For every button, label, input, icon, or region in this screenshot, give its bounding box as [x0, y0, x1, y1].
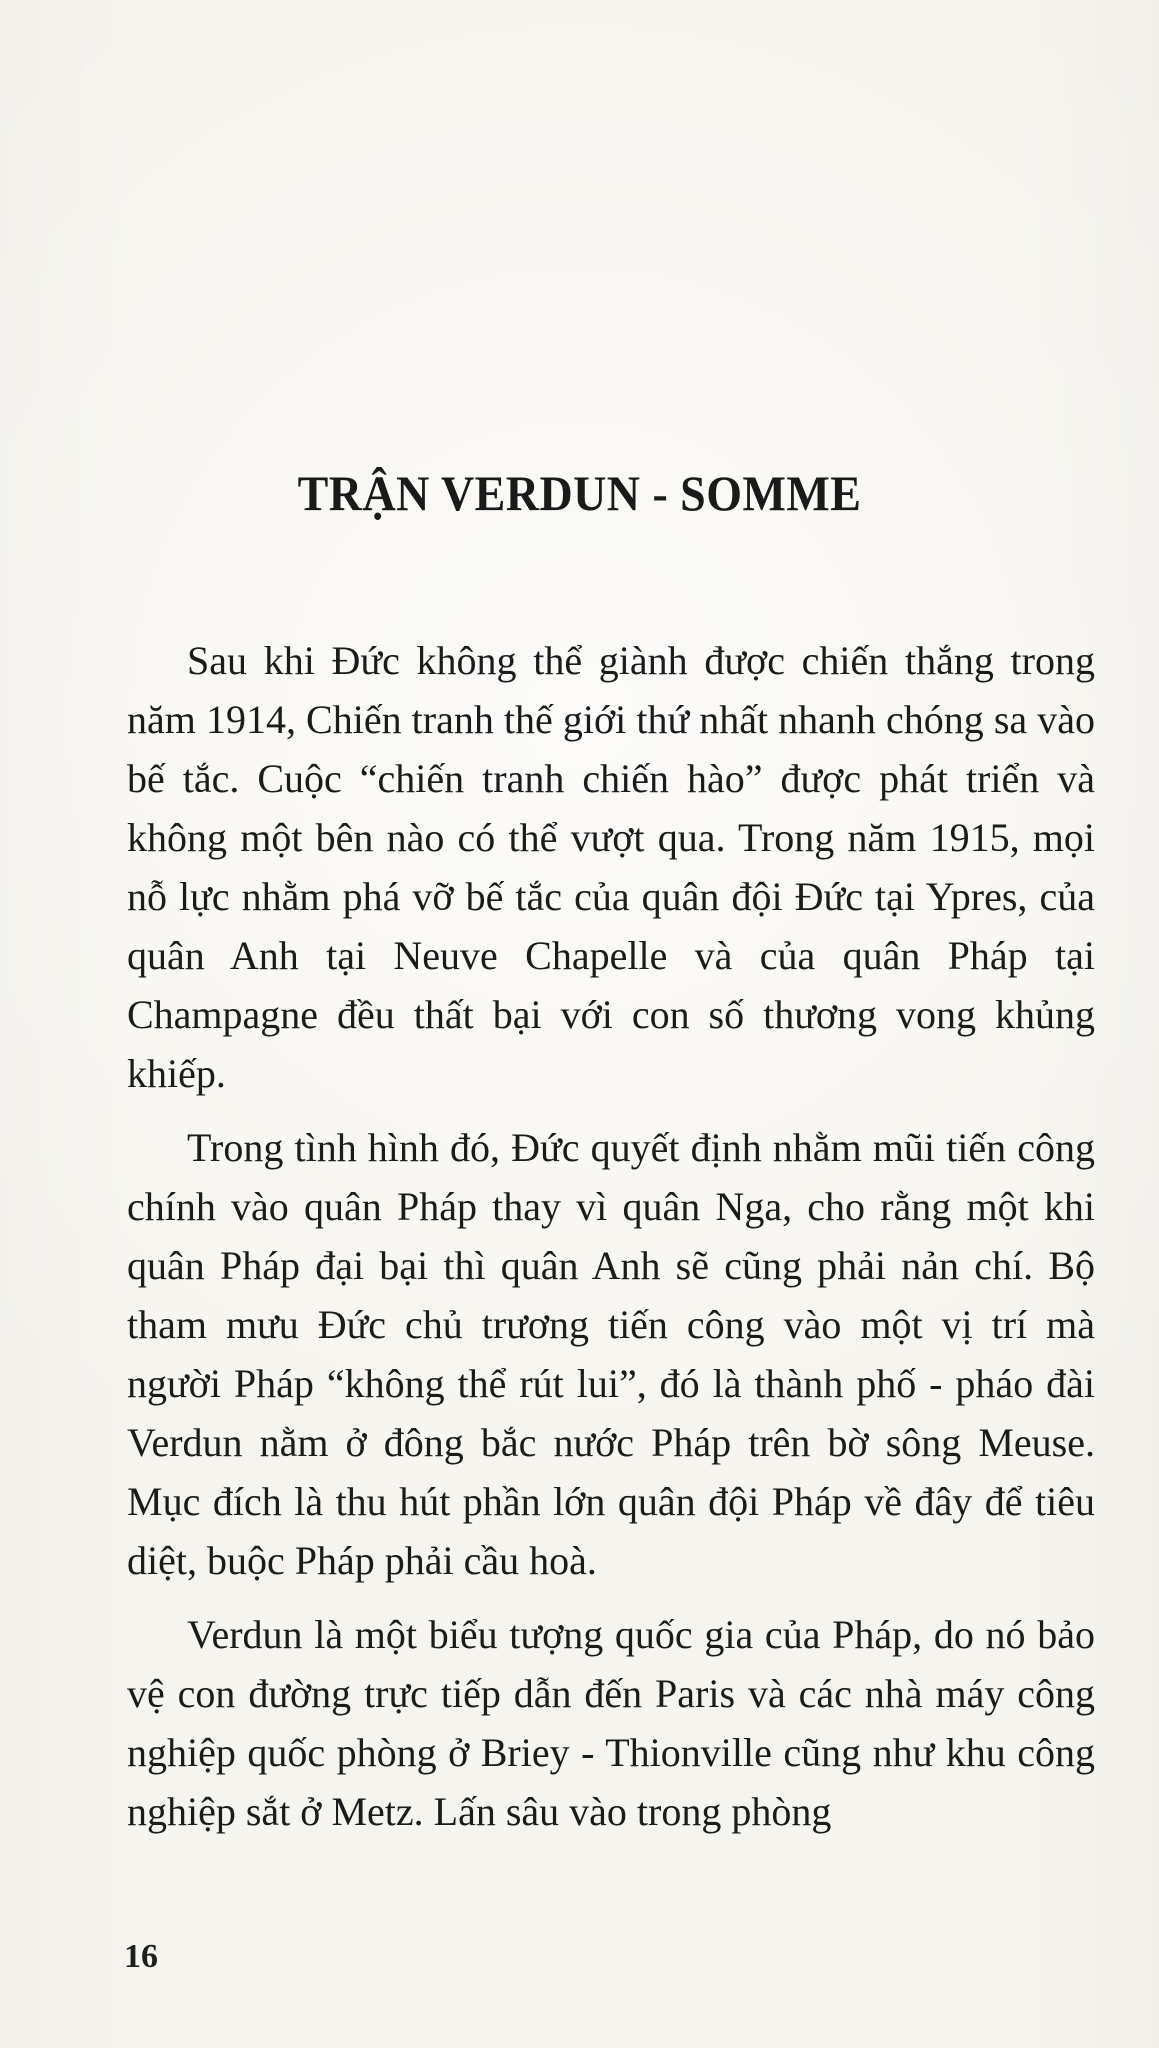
paragraph-3: Verdun là một biểu tượng quốc gia của Pháp, do nó bảo vệ con đường trực tiếp dẫn đến Paris và các nhà máy công nghiệp quốc phòng ở Briey - Thionville cũng như khu công nghiệp sắt ở Metz. Lấn sâu vào trong phòng — [127, 1612, 1095, 1834]
body-text — [127, 631, 1095, 1856]
paragraph-1: Sau khi Đức không thể giành được chiến thắng trong năm 1914, Chiến tranh thế giới thứ nhất nhanh chóng sa vào bế tắc. Cuộc “chiến tranh chiến hào” được phát triển và không một bên nào có thể vượt qua. Trong năm 1915, mọi nỗ lực nhằm phá vỡ bế tắc của quân đội Đức tại Ypres, của quân Anh tại Neuve Chapelle và của quân Pháp tại Champagne đều thất bại với con số thương vong khủng khiếp. — [127, 638, 1095, 1096]
paragraph-2: Trong tình hình đó, Đức quyết định nhằm mũi tiến công chính vào quân Pháp thay vì quân Nga, cho rằng một khi quân Pháp đại bại thì quân Anh sẽ cũng phải nản chí. Bộ tham mưu Đức chủ trương tiến công vào một vị trí mà người Pháp “không thể rút lui”, đó là thành phố - pháo đài Verdun nằm ở đông bắc nước Pháp trên bờ sông Meuse. Mục đích là thu hút phần lớn quân đội Pháp về đây để tiêu diệt, buộc Pháp phải cầu hoà. — [127, 1125, 1095, 1583]
page-number: 16 — [124, 1938, 158, 1975]
chapter-title: TRẬN VERDUN - SOMME — [297, 464, 862, 521]
